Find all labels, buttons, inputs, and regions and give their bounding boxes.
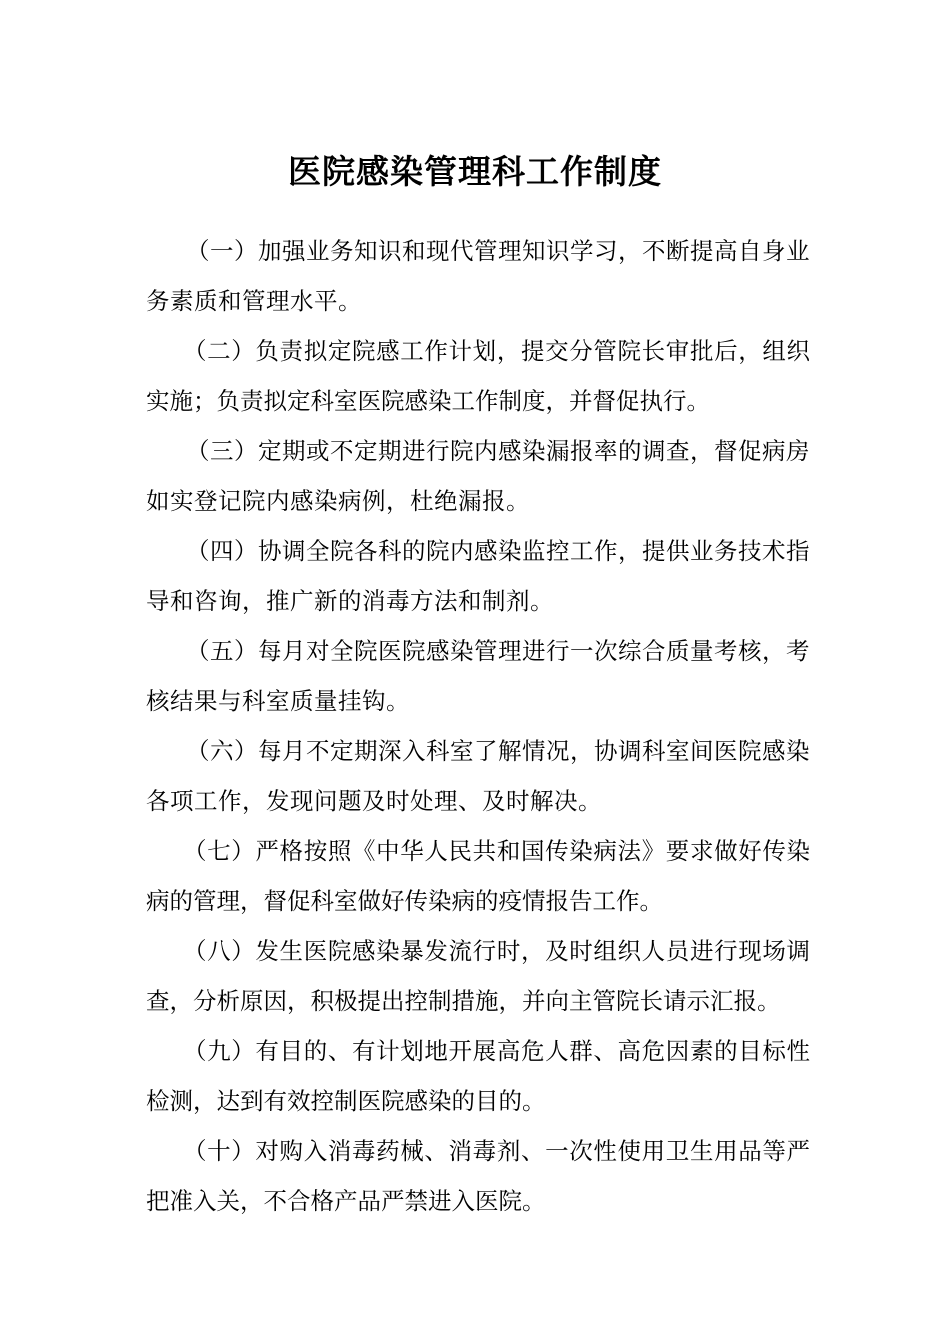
paragraph-8: （八）发生医院感染暴发流行时，及时组织人员进行现场调查，分析原因，积极提出控制措施，并向主管院长请示汇报。 — [146, 937, 810, 1015]
paragraph-3: （三）定期或不定期进行院内感染漏报率的调查，督促病房如实登记院内感染病例，杜绝漏报。 — [146, 437, 810, 515]
paragraph-4: （四）协调全院各科的院内感染监控工作，提供业务技术指导和咨询，推广新的消毒方法和制剂。 — [146, 537, 810, 615]
paragraph-10: （十）对购入消毒药械、消毒剂、一次性使用卫生用品等严把准入关，不合格产品严禁进入医院。 — [146, 1137, 810, 1215]
paragraph-2: （二）负责拟定院感工作计划，提交分管院长审批后，组织实施；负责拟定科室医院感染工作制度，并督促执行。 — [146, 337, 810, 415]
paragraph-1: （一）加强业务知识和现代管理知识学习，不断提高自身业务素质和管理水平。 — [146, 237, 810, 315]
document-title: 医院感染管理科工作制度 — [288, 152, 662, 192]
paragraph-5: （五）每月对全院医院感染管理进行一次综合质量考核，考核结果与科室质量挂钩。 — [146, 637, 810, 715]
paragraph-9: （九）有目的、有计划地开展高危人群、高危因素的目标性检测，达到有效控制医院感染的目的。 — [146, 1037, 810, 1115]
paragraph-6: （六）每月不定期深入科室了解情况，协调科室间医院感染各项工作，发现问题及时处理、及时解决。 — [146, 737, 810, 815]
document-body — [146, 226, 810, 1226]
paragraph-7: （七）严格按照《中华人民共和国传染病法》要求做好传染病的管理，督促科室做好传染病的疫情报告工作。 — [146, 837, 810, 915]
